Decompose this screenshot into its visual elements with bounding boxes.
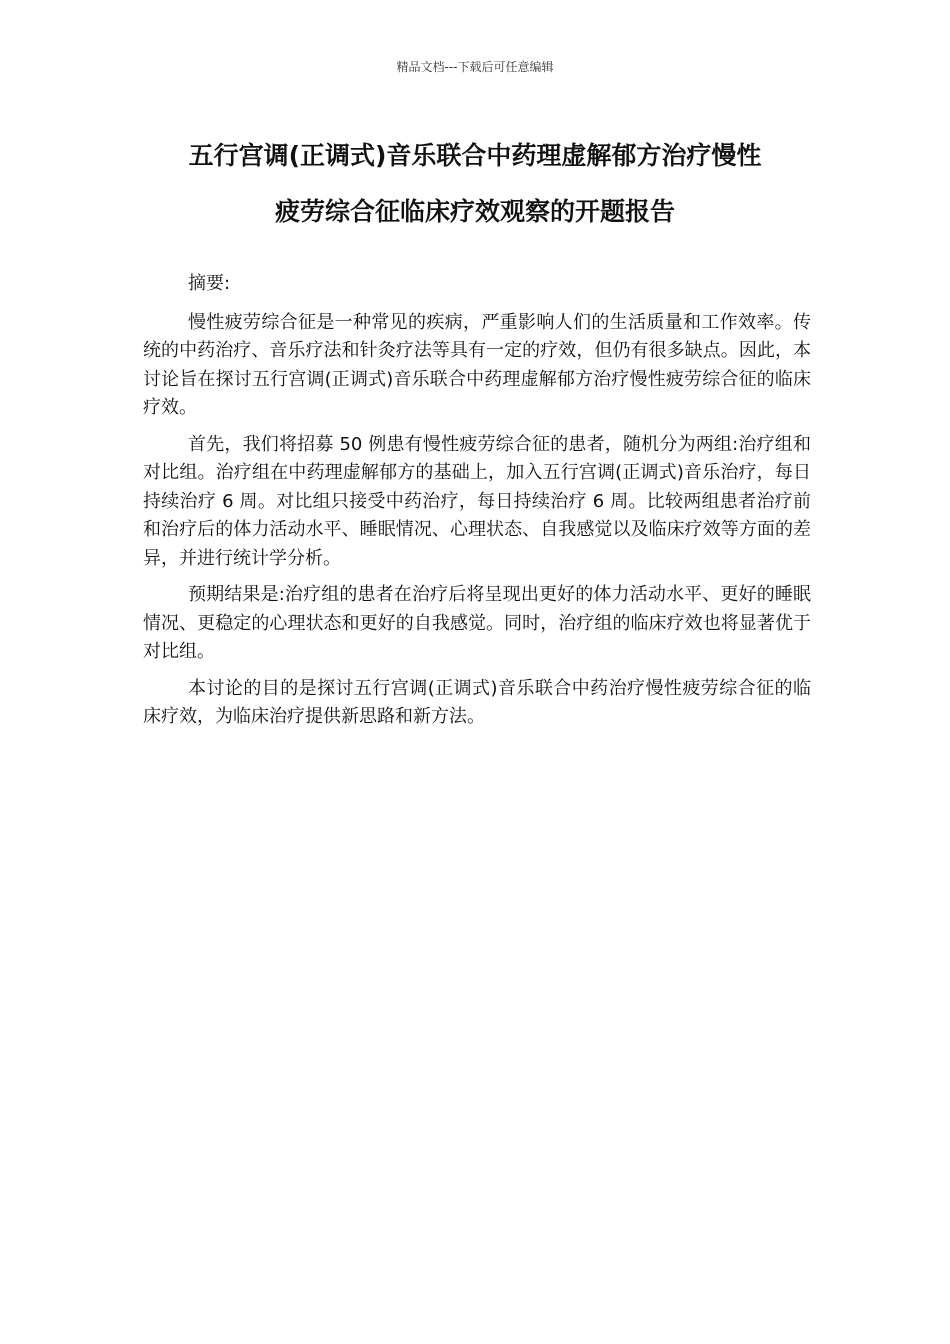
paragraph-1: 慢性疲劳综合征是一种常见的疾病，严重影响人们的生活质量和工作效率。传统的中药治疗、音乐疗法和针灸疗法等具有一定的疗效，但仍有很多缺点。因此，本讨论旨在探讨五行宫调(正调式)音乐联合中药理虚解郁方治疗慢性疲劳综合征的临床疗效。 — [143, 311, 811, 418]
document-body — [143, 270, 811, 740]
title-line-2: 疲劳综合征临床疗效观察的开题报告 — [274, 197, 675, 226]
paragraph-4: 本讨论的目的是探讨五行宫调(正调式)音乐联合中药治疗慢性疲劳综合征的临床疗效，为临床治疗提供新思路和新方法。 — [143, 677, 811, 727]
abstract-label: 摘要: — [188, 273, 231, 294]
paragraph-2: 首先，我们将招募 50 例患有慢性疲劳综合征的患者，随机分为两组:治疗组和对比组。治疗组在中药理虚解郁方的基础上，加入五行宫调(正调式)音乐治疗，每日持续治疗 6 周。对比组只接受中药治疗，每日持续治疗 6 周。比较两组患者治疗前和治疗后的体力活动水平、睡眠情况、心理状态、自我感觉以及临床疗效等方面的差异，并进行统计学分析。 — [143, 433, 811, 569]
document-title — [140, 128, 810, 240]
paragraph-3: 预期结果是:治疗组的患者在治疗后将呈现出更好的体力活动水平、更好的睡眠情况、更稳定的心理状态和更好的自我感觉。同时，治疗组的临床疗效也将显著优于对比组。 — [143, 584, 811, 662]
title-line-1: 五行宫调(正调式)音乐联合中药理虚解郁方治疗慢性 — [188, 141, 762, 170]
header-note: 精品文档---下载后可任意编辑 — [396, 60, 554, 74]
